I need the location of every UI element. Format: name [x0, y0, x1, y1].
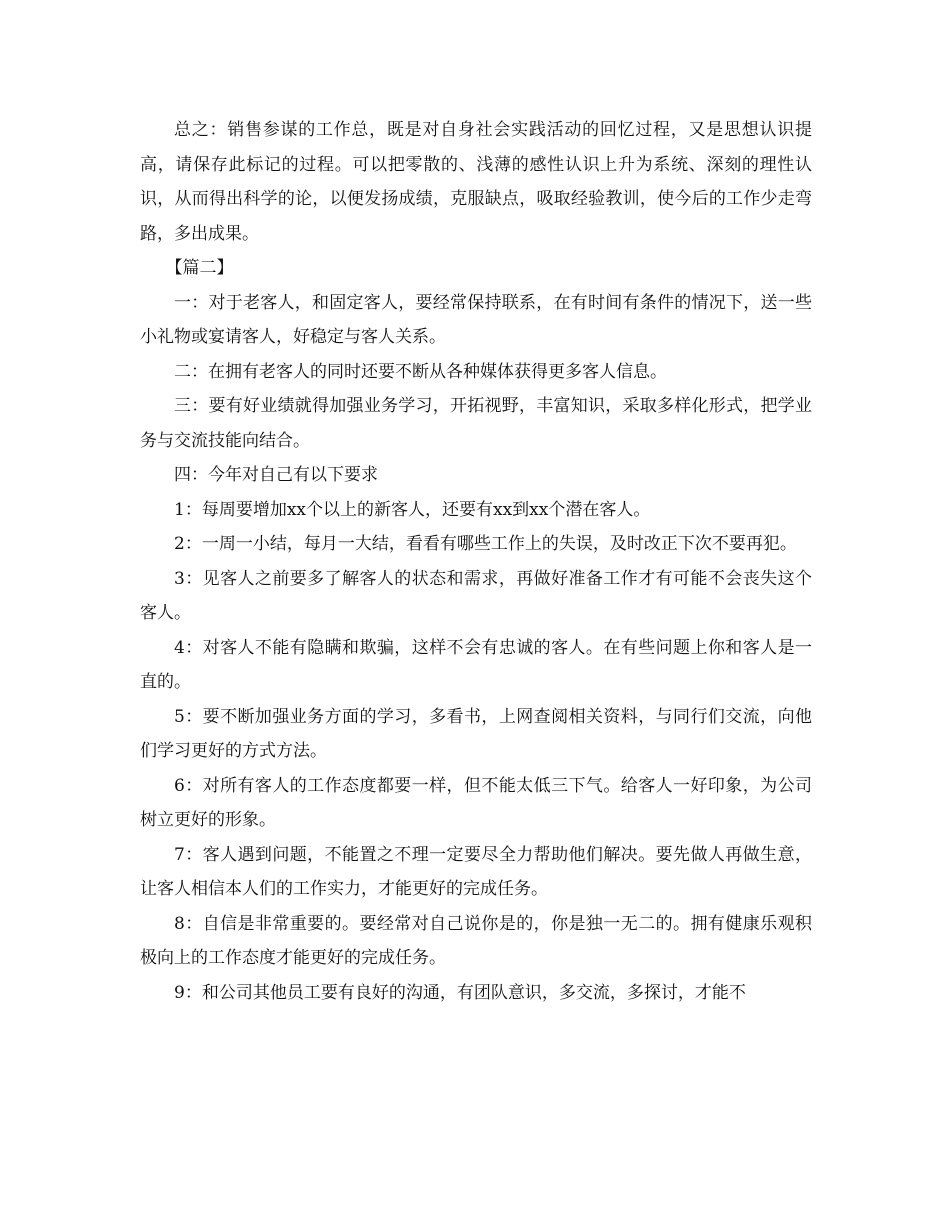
list-item: 8：自信是非常重要的。要经常对自己说你是的，你是独一无二的。拥有健康乐观积极向上的工作态度才能更好的完成任务。: [140, 913, 812, 968]
paragraph-summary: 总之：销售参谋的工作总，既是对自身社会实践活动的回忆过程，又是思想认识提高，请保存此标记的过程。可以把零散的、浅薄的感性认识上升为系统、深刻的理性认识，从而得出科学的论，以便发扬成绩，克服缺点，吸取经验教训，使今后的工作少走弯路，多出成果。: [140, 120, 812, 244]
list-item: 2：一周一小结，每月一大结，看看有哪些工作上的失误，及时改正下次不要再犯。: [174, 534, 797, 554]
paragraph-item-two: 二：在拥有老客人的同时还要不断从各种媒体获得更多客人信息。: [174, 361, 667, 382]
section-heading: 【篇二】: [165, 258, 234, 278]
list-item: 4：对客人不能有隐瞒和欺骗，这样不会有忠诚的客人。在有些问题上你和客人是一直的。: [140, 637, 812, 692]
list-item: 3：见客人之前要多了解客人的状态和需求，再做好准备工作才有可能不会丧失这个客人。: [140, 568, 812, 623]
document-body: [140, 113, 812, 1010]
list-item: 7：客人遇到问题，不能置之不理一定要尽全力帮助他们解决。要先做人再做生意，让客人相信本人们的工作实力，才能更好的完成任务。: [140, 844, 812, 899]
paragraph-item-three: 三：要有好业绩就得加强业务学习，开拓视野，丰富知识，采取多样化形式，把学业务与交流技能向结合。: [140, 396, 812, 451]
paragraph-item-one: 一：对于老客人，和固定客人，要经常保持联系，在有时间有条件的情况下，送一些小礼物或宴请客人，好稳定与客人关系。: [140, 292, 812, 347]
list-item: 6：对所有客人的工作态度都要一样，但不能太低三下气。给客人一好印象，为公司树立更好的形象。: [140, 775, 812, 830]
list-item: 5：要不断加强业务方面的学习，多看书，上网查阅相关资料，与同行们交流，向他们学习更好的方式方法。: [140, 706, 812, 761]
list-item: 1：每周要增加xx个以上的新客人，还要有xx到xx个潜在客人。: [174, 499, 651, 520]
paragraph-item-four: 四：今年对自己有以下要求: [174, 465, 378, 485]
list-item: 9：和公司其他员工要有良好的沟通，有团队意识，多交流，多探讨，才能不: [174, 982, 746, 1003]
